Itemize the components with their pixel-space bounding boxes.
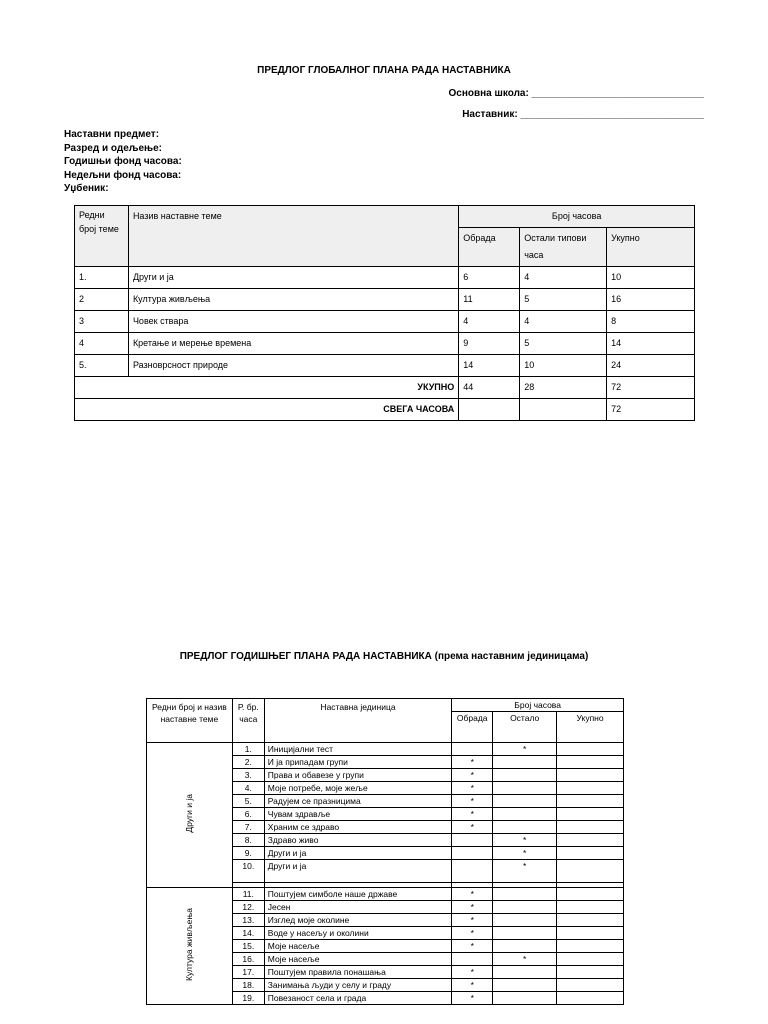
- cell-ostalo: [493, 782, 557, 795]
- cell-ukupno: [557, 901, 624, 914]
- cell-obrada: *: [452, 888, 493, 901]
- theme-name-cell: [147, 888, 233, 1005]
- theme-name-cell: [147, 743, 233, 888]
- cell-no: 8.: [232, 834, 264, 847]
- cell-ukupno: [557, 966, 624, 979]
- cell-no: 15.: [232, 940, 264, 953]
- header-theme-number: Редни број теме: [75, 206, 129, 267]
- cell-ostalo: *: [493, 834, 557, 847]
- cell-obrada: [452, 834, 493, 847]
- cell-no: 16.: [232, 953, 264, 966]
- cell-ostalo: *: [493, 743, 557, 756]
- textbook-field: Уџбеник:: [64, 183, 109, 194]
- cell-obrada: [452, 860, 493, 883]
- cell-obrada: 11: [459, 289, 520, 311]
- cell-ostalo: [493, 888, 557, 901]
- cell-ostalo: *: [493, 860, 557, 883]
- cell-unit: Моје потребе, моје жеље: [264, 782, 451, 795]
- cell-name: Кретање и мерење времена: [128, 333, 458, 355]
- cell-unit: Радујем се празницима: [264, 795, 451, 808]
- header-theme-name: Назив наставне теме: [128, 206, 458, 267]
- cell-no: 13.: [232, 914, 264, 927]
- cell-unit: Јесен: [264, 901, 451, 914]
- cell-no: 1.: [75, 267, 129, 289]
- cell-obrada: [452, 847, 493, 860]
- theme-row: [75, 289, 695, 311]
- total-label: УКУПНО: [75, 377, 459, 399]
- cell-obrada: *: [452, 821, 493, 834]
- cell-ostalo: [493, 756, 557, 769]
- cell-obrada: *: [452, 756, 493, 769]
- cell-ukupno: 24: [607, 355, 695, 377]
- cell-no: 11.: [232, 888, 264, 901]
- header-ukupno: Укупно: [557, 712, 624, 743]
- cell-ukupno: [557, 860, 624, 883]
- cell-no: 5.: [75, 355, 129, 377]
- document-title: ПРЕДЛОГ ГЛОБАЛНОГ ПЛАНА РАДА НАСТАВНИКА: [257, 65, 511, 76]
- theme-row: [75, 311, 695, 333]
- grand-ukupno: 72: [607, 399, 695, 421]
- cell-name: Култура живљења: [128, 289, 458, 311]
- grand-obrada: [459, 399, 520, 421]
- cell-unit: Занимања људи у селу и граду: [264, 979, 451, 992]
- cell-ukupno: [557, 743, 624, 756]
- cell-name: Човек ствара: [128, 311, 458, 333]
- cell-unit: Моје насеље: [264, 940, 451, 953]
- cell-no: 2: [75, 289, 129, 311]
- cell-no: 3: [75, 311, 129, 333]
- cell-ukupno: [557, 940, 624, 953]
- cell-unit: Изглед моје околине: [264, 914, 451, 927]
- theme-name: Култура живљења: [184, 908, 195, 981]
- subject-field: Наставни предмет:: [64, 129, 160, 140]
- cell-ukupno: [557, 927, 624, 940]
- cell-no: 12.: [232, 901, 264, 914]
- cell-ukupno: [557, 847, 624, 860]
- annual-hours-field: Годишњи фонд часова:: [64, 156, 182, 167]
- cell-ostalo: [493, 769, 557, 782]
- cell-obrada: 14: [459, 355, 520, 377]
- theme-row: [75, 267, 695, 289]
- theme-name: Други и ја: [184, 794, 195, 833]
- global-plan-table: [74, 205, 695, 421]
- cell-ostalo: [493, 795, 557, 808]
- total-ostali: 28: [520, 377, 607, 399]
- cell-obrada: *: [452, 901, 493, 914]
- cell-ukupno: [557, 821, 624, 834]
- weekly-hours-field: Недељни фонд часова:: [64, 169, 182, 181]
- header-obrada: Обрада: [459, 228, 520, 267]
- header-hours: Број часова: [452, 699, 624, 712]
- cell-obrada: 6: [459, 267, 520, 289]
- grand-total-label: СВЕГА ЧАСОВА: [75, 399, 459, 421]
- cell-ukupno: [557, 808, 624, 821]
- cell-ostali: 4: [520, 267, 607, 289]
- cell-ukupno: [557, 914, 624, 927]
- class-field: Разред и одељење:: [64, 142, 163, 154]
- cell-ukupno: [557, 795, 624, 808]
- cell-obrada: *: [452, 795, 493, 808]
- cell-ukupno: [557, 992, 624, 1005]
- cell-ostalo: [493, 992, 557, 1005]
- theme-row: [75, 355, 695, 377]
- cell-name: Други и ја: [128, 267, 458, 289]
- cell-ukupno: [557, 979, 624, 992]
- annual-plan-title: ПРЕДЛОГ ГОДИШЊЕГ ПЛАНА РАДА НАСТАВНИКА (према наставним јединицама): [179, 651, 589, 662]
- cell-unit: Повезаност села и града: [264, 992, 451, 1005]
- cell-unit: Моје насеље: [264, 953, 451, 966]
- cell-obrada: *: [452, 808, 493, 821]
- cell-ukupno: 16: [607, 289, 695, 311]
- cell-unit: Други и ја: [264, 860, 451, 883]
- cell-no: 10.: [232, 860, 264, 883]
- cell-no: 17.: [232, 966, 264, 979]
- header-ukupno: Укупно: [607, 228, 695, 267]
- lesson-row: [147, 743, 624, 756]
- cell-no: 5.: [232, 795, 264, 808]
- cell-ukupno: 10: [607, 267, 695, 289]
- header-lesson-number: Р. бр. часа: [232, 699, 264, 743]
- cell-unit: Воде у насељу и околини: [264, 927, 451, 940]
- cell-ostalo: [493, 821, 557, 834]
- cell-unit: Права и обавезе у групи: [264, 769, 451, 782]
- cell-ukupno: [557, 953, 624, 966]
- cell-ostali: 10: [520, 355, 607, 377]
- cell-obrada: *: [452, 782, 493, 795]
- header-theme: Редни број и назив наставне теме: [147, 699, 233, 743]
- cell-ostalo: [493, 927, 557, 940]
- cell-obrada: 4: [459, 311, 520, 333]
- info-fields: [64, 128, 182, 196]
- school-field: Основна школа: _______________________________: [448, 88, 704, 99]
- cell-ostalo: [493, 808, 557, 821]
- cell-obrada: *: [452, 966, 493, 979]
- cell-unit: Поштујем симболе наше државе: [264, 888, 451, 901]
- cell-no: 6.: [232, 808, 264, 821]
- header-unit: Наставна јединица: [264, 699, 451, 743]
- cell-name: Разноврсност природе: [128, 355, 458, 377]
- cell-unit: Поштујем правила понашања: [264, 966, 451, 979]
- cell-obrada: *: [452, 992, 493, 1005]
- cell-obrada: [452, 953, 493, 966]
- cell-no: 2.: [232, 756, 264, 769]
- annual-plan-table: [146, 698, 624, 1005]
- cell-ukupno: [557, 834, 624, 847]
- cell-no: 14.: [232, 927, 264, 940]
- cell-no: 9.: [232, 847, 264, 860]
- header-hours: Број часова: [459, 206, 695, 228]
- cell-obrada: [452, 743, 493, 756]
- header-obrada: Обрада: [452, 712, 493, 743]
- cell-ukupno: 14: [607, 333, 695, 355]
- cell-obrada: *: [452, 927, 493, 940]
- cell-ostalo: *: [493, 847, 557, 860]
- cell-no: 4.: [232, 782, 264, 795]
- cell-unit: Иницијални тест: [264, 743, 451, 756]
- cell-obrada: 9: [459, 333, 520, 355]
- cell-no: 4: [75, 333, 129, 355]
- header-ostalo: Остало: [493, 712, 557, 743]
- cell-ostalo: [493, 914, 557, 927]
- cell-no: 7.: [232, 821, 264, 834]
- teacher-field: Наставник: _________________________________: [462, 109, 704, 120]
- header-ostali: Остали типови часа: [520, 228, 607, 267]
- cell-unit: Храним се здраво: [264, 821, 451, 834]
- cell-ostalo: [493, 901, 557, 914]
- cell-obrada: *: [452, 940, 493, 953]
- cell-ostalo: *: [493, 953, 557, 966]
- cell-obrada: *: [452, 979, 493, 992]
- cell-ostalo: [493, 940, 557, 953]
- cell-no: 18.: [232, 979, 264, 992]
- cell-no: 1.: [232, 743, 264, 756]
- cell-unit: И ја припадам групи: [264, 756, 451, 769]
- cell-ukupno: [557, 756, 624, 769]
- cell-ostali: 4: [520, 311, 607, 333]
- grand-ostali: [520, 399, 607, 421]
- cell-unit: Други и ја: [264, 847, 451, 860]
- lesson-row: [147, 888, 624, 901]
- cell-ukupno: 8: [607, 311, 695, 333]
- total-obrada: 44: [459, 377, 520, 399]
- theme-row: [75, 333, 695, 355]
- cell-obrada: *: [452, 769, 493, 782]
- cell-no: 19.: [232, 992, 264, 1005]
- cell-ukupno: [557, 782, 624, 795]
- cell-ukupno: [557, 888, 624, 901]
- cell-ostalo: [493, 979, 557, 992]
- cell-unit: Чувам здравље: [264, 808, 451, 821]
- cell-ukupno: [557, 769, 624, 782]
- cell-no: 3.: [232, 769, 264, 782]
- cell-ostalo: [493, 966, 557, 979]
- cell-ostali: 5: [520, 289, 607, 311]
- cell-unit: Здраво живо: [264, 834, 451, 847]
- cell-obrada: *: [452, 914, 493, 927]
- cell-ostali: 5: [520, 333, 607, 355]
- total-ukupno: 72: [607, 377, 695, 399]
